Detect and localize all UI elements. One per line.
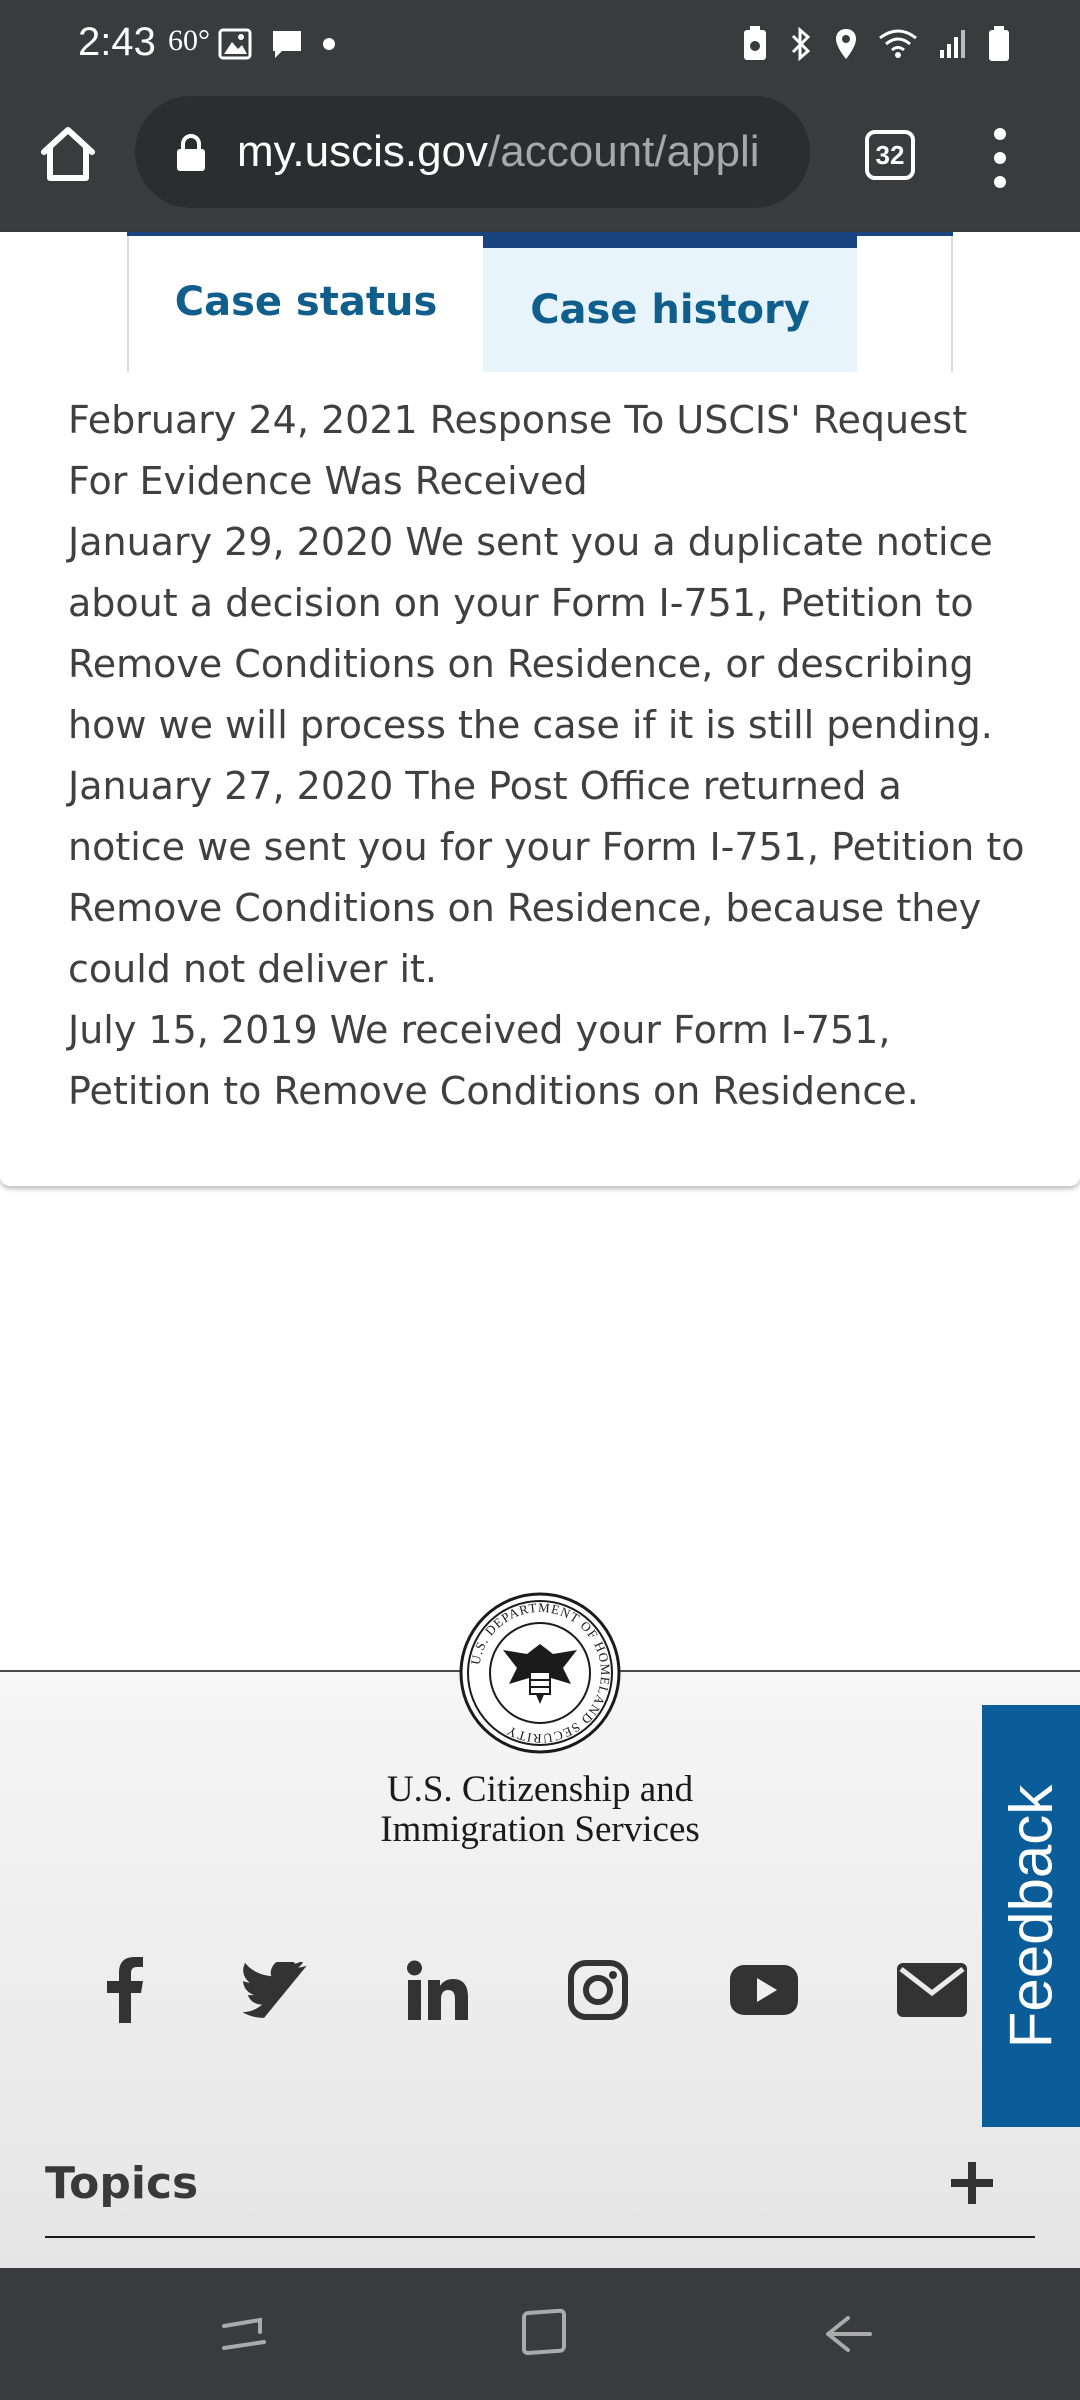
history-entry: February 24, 2021 Response To USCIS' Request For Evidence Was Received (68, 398, 968, 503)
plus-icon[interactable] (949, 2160, 995, 2206)
history-entry: January 27, 2020 The Post Office returned a notice we sent you for your Form I-751, Petition to Remove Conditions on Residence, because they could not deliver it. (68, 764, 1025, 991)
dhs-seal-icon (459, 1592, 621, 1754)
history-entry: July 15, 2019 We received your Form I-751, Petition to Remove Conditions on Residence. (68, 1008, 919, 1113)
social-links (0, 1950, 1000, 2030)
case-card (0, 232, 1080, 1186)
home-square-icon[interactable] (514, 2304, 574, 2364)
recents-icon[interactable] (214, 2304, 274, 2364)
status-temperature: 60° (168, 24, 210, 57)
status-time: 2:43 (78, 20, 156, 64)
seal-text: U.S. DEPARTMENT OF HOMELAND SECURITY (467, 1599, 614, 1747)
signal-icon (938, 28, 968, 60)
battery-icon (988, 26, 1010, 62)
bluetooth-icon (788, 26, 814, 62)
dot-icon (322, 37, 336, 51)
image-icon (218, 28, 252, 60)
instagram-icon[interactable] (558, 1950, 638, 2030)
url-path: /account/appli (488, 127, 760, 176)
more-vert-icon[interactable] (980, 128, 1020, 188)
tab-case-status[interactable]: Case status (174, 279, 438, 325)
status-icons-right (742, 24, 1010, 64)
agency-line-2: Immigration Services (380, 1809, 700, 1850)
agency-name (290, 1770, 790, 1850)
youtube-icon[interactable] (724, 1950, 804, 2030)
back-icon[interactable] (818, 2304, 878, 2364)
feedback-label: Feedback (997, 1784, 1065, 2048)
battery-saver-icon (742, 26, 768, 62)
case-tabs (127, 232, 953, 372)
system-nav-bar (0, 2268, 1080, 2400)
browser-toolbar (0, 88, 1080, 232)
address-bar[interactable] (135, 96, 810, 208)
feedback-button[interactable] (982, 1705, 1080, 2127)
status-bar (0, 0, 1080, 88)
history-entry: January 29, 2020 We sent you a duplicate notice about a decision on your Form I-751, Petition to Remove Conditions on Residence, or describing how we will process the case if it is still pending. (68, 520, 993, 747)
email-icon[interactable] (892, 1950, 972, 2030)
topics-label: Topics (45, 2158, 199, 2209)
linkedin-icon[interactable] (398, 1950, 478, 2030)
topics-accordion[interactable] (45, 2150, 1035, 2238)
tab-case-history[interactable]: Case history (483, 232, 857, 372)
twitter-icon[interactable] (236, 1950, 316, 2030)
url-domain: my.uscis.gov (237, 127, 489, 176)
wifi-icon (878, 28, 918, 60)
facebook-icon[interactable] (85, 1950, 165, 2030)
home-icon[interactable] (36, 122, 100, 186)
status-icons-left (218, 26, 336, 62)
location-icon (834, 27, 858, 61)
url-text (237, 127, 760, 177)
agency-line-1: U.S. Citizenship and (386, 1769, 694, 1810)
case-history-list (68, 390, 1028, 1122)
tab-switcher-button[interactable]: 32 (865, 130, 915, 180)
chat-icon (270, 28, 304, 60)
lock-icon (175, 132, 207, 172)
